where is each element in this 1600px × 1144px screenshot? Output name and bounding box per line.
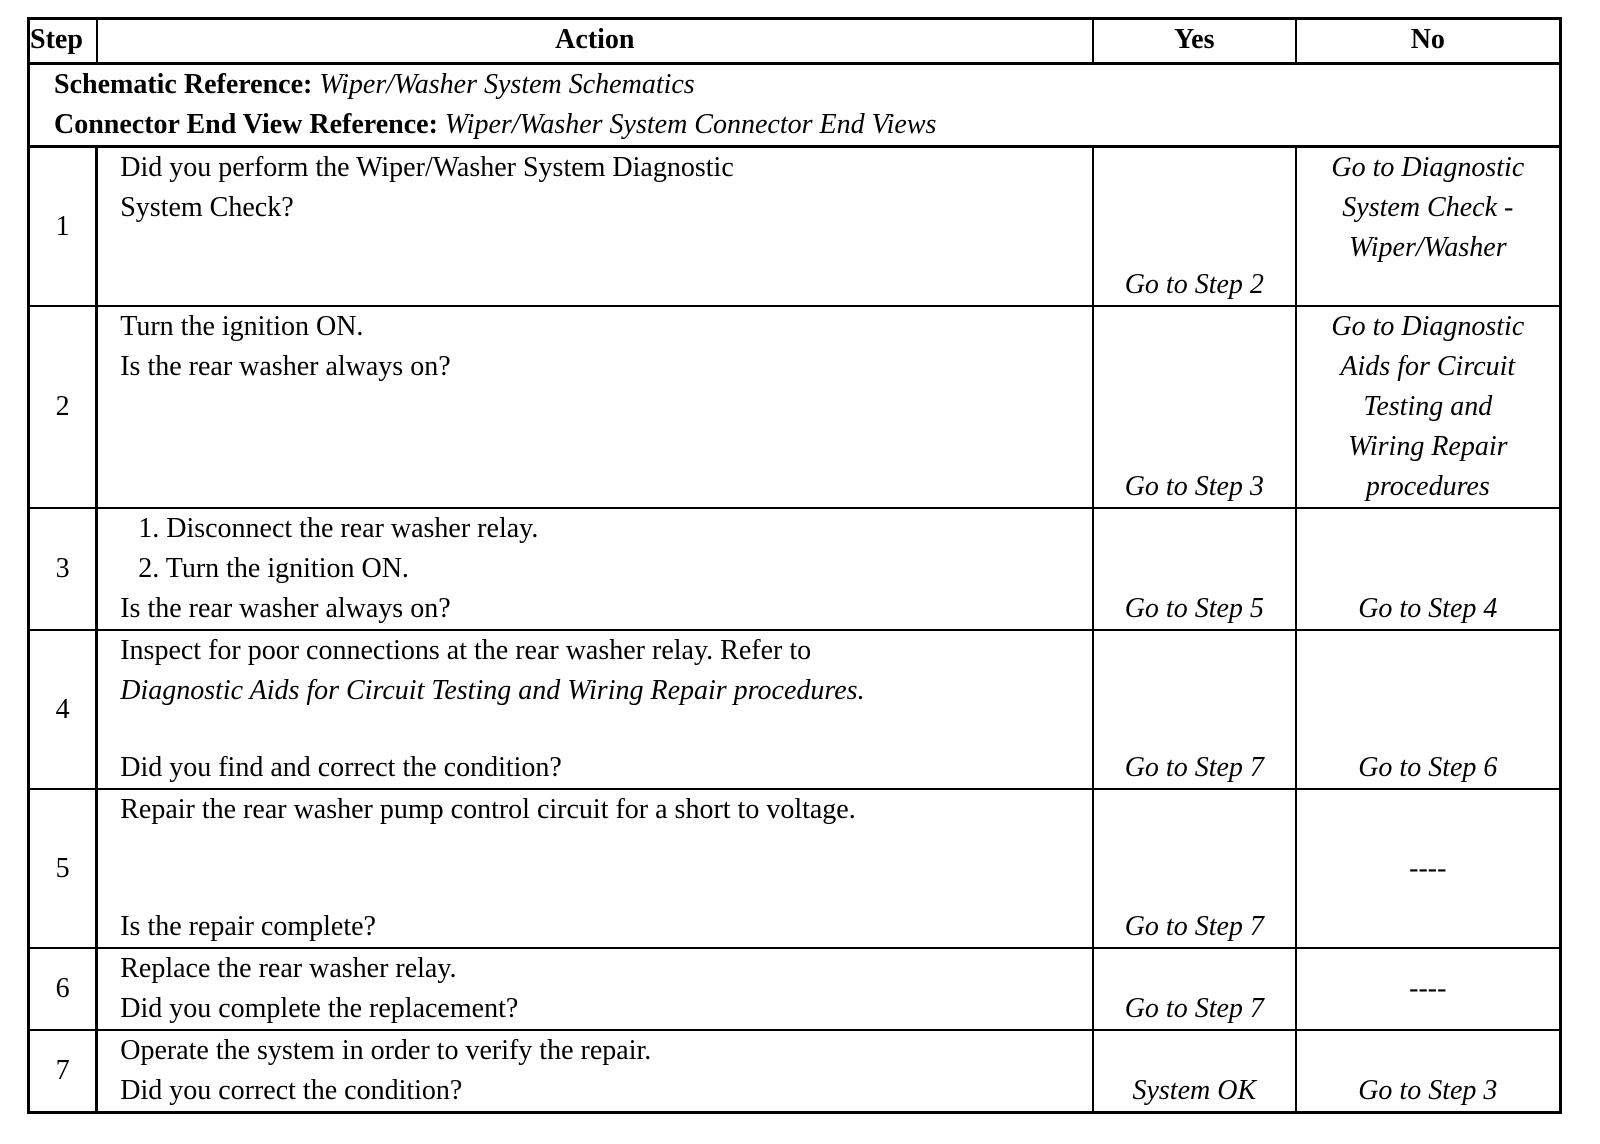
- action-text: System Check?: [120, 192, 294, 223]
- no-text: Testing and: [1363, 391, 1493, 422]
- schematic-reference-label: Schematic Reference:: [54, 69, 313, 100]
- yes-link[interactable]: Go to Step 7: [1124, 993, 1264, 1024]
- no-text: Go to Diagnostic: [1331, 152, 1525, 183]
- action-cell: [97, 789, 1093, 948]
- no-cell: [1296, 1030, 1561, 1113]
- table-row: [29, 147, 1561, 307]
- no-text: Wiper/Washer: [1348, 232, 1507, 263]
- step-number: 7: [29, 1030, 97, 1113]
- step-number: 2: [29, 306, 97, 508]
- action-text: Replace the rear washer relay.: [120, 953, 457, 984]
- no-text: procedures: [1365, 471, 1490, 502]
- step-number: 1: [29, 147, 97, 307]
- action-cell: [97, 147, 1093, 307]
- action-text: Turn the ignition ON.: [120, 311, 364, 342]
- no-placeholder: ----: [1296, 789, 1561, 948]
- action-cell: [97, 948, 1093, 1030]
- action-text: 1. Disconnect the rear washer relay.: [138, 513, 539, 544]
- table-row: [29, 1030, 1561, 1113]
- no-link[interactable]: Go to Step 3: [1358, 1075, 1498, 1106]
- header-step: Step: [29, 19, 97, 64]
- yes-cell: [1093, 1030, 1296, 1113]
- yes-cell: [1093, 147, 1296, 307]
- table-row: [29, 948, 1561, 1030]
- yes-cell: [1093, 948, 1296, 1030]
- yes-cell: [1093, 630, 1296, 789]
- action-cell: [97, 508, 1093, 630]
- no-cell: [1296, 630, 1561, 789]
- action-text: Operate the system in order to verify the repair.: [120, 1035, 652, 1066]
- header-no: No: [1296, 19, 1561, 64]
- connector-reference-label: Connector End View Reference:: [54, 109, 438, 140]
- yes-link[interactable]: Go to Step 5: [1124, 593, 1264, 624]
- action-text: 2. Turn the ignition ON.: [138, 553, 409, 584]
- action-cell: [97, 1030, 1093, 1113]
- no-placeholder: ----: [1296, 948, 1561, 1030]
- table-row: [29, 630, 1561, 789]
- yes-link[interactable]: Go to Step 7: [1124, 752, 1264, 783]
- action-reference-link[interactable]: Diagnostic Aids for Circuit Testing and Wiring Repair procedures.: [120, 675, 865, 706]
- no-link[interactable]: [1296, 306, 1561, 508]
- action-text: Is the rear washer always on?: [120, 351, 451, 382]
- step-number: 3: [29, 508, 97, 630]
- yes-link[interactable]: Go to Step 2: [1124, 269, 1264, 300]
- action-text: Repair the rear washer pump control circuit for a short to voltage.: [120, 794, 856, 825]
- table-row: [29, 789, 1561, 948]
- action-cell: [97, 306, 1093, 508]
- no-text: Aids for Circuit: [1340, 351, 1516, 382]
- step-number: 4: [29, 630, 97, 789]
- no-link[interactable]: Go to Step 4: [1358, 593, 1498, 624]
- schematic-reference-link[interactable]: Wiper/Washer System Schematics: [319, 69, 695, 100]
- action-text: Did you complete the replacement?: [120, 993, 519, 1024]
- step-number: 6: [29, 948, 97, 1030]
- connector-reference: [54, 105, 1559, 145]
- action-question: Is the repair complete?: [120, 911, 376, 942]
- yes-link[interactable]: Go to Step 7: [1124, 911, 1264, 942]
- action-text: Did you perform the Wiper/Washer System Diagnostic: [120, 152, 734, 183]
- diagnostic-table: [27, 17, 1562, 1114]
- action-text: Inspect for poor connections at the rear washer relay. Refer to: [120, 635, 812, 666]
- step-number: 5: [29, 789, 97, 948]
- no-text: Wiring Repair: [1348, 431, 1508, 462]
- no-link[interactable]: [1296, 147, 1561, 307]
- action-cell: [97, 630, 1093, 789]
- header-yes: Yes: [1093, 19, 1296, 64]
- yes-result: System OK: [1132, 1075, 1257, 1106]
- action-text: Did you correct the condition?: [120, 1075, 463, 1106]
- action-question: Did you find and correct the condition?: [120, 752, 562, 783]
- yes-cell: [1093, 306, 1296, 508]
- schematic-reference: [54, 65, 1559, 105]
- no-text: Go to Diagnostic: [1331, 311, 1525, 342]
- yes-cell: [1093, 789, 1296, 948]
- header-row: [29, 19, 1561, 64]
- table-row: [29, 306, 1561, 508]
- no-link[interactable]: Go to Step 6: [1358, 752, 1498, 783]
- header-action: Action: [97, 19, 1093, 64]
- yes-cell: [1093, 508, 1296, 630]
- no-text: System Check -: [1342, 192, 1514, 223]
- table-row: [29, 508, 1561, 630]
- no-cell: [1296, 508, 1561, 630]
- reference-row: [29, 64, 1561, 147]
- yes-link[interactable]: Go to Step 3: [1124, 471, 1264, 502]
- connector-reference-link[interactable]: Wiper/Washer System Connector End Views: [444, 109, 937, 140]
- reference-cell: [29, 64, 1561, 147]
- action-text: Is the rear washer always on?: [120, 593, 451, 624]
